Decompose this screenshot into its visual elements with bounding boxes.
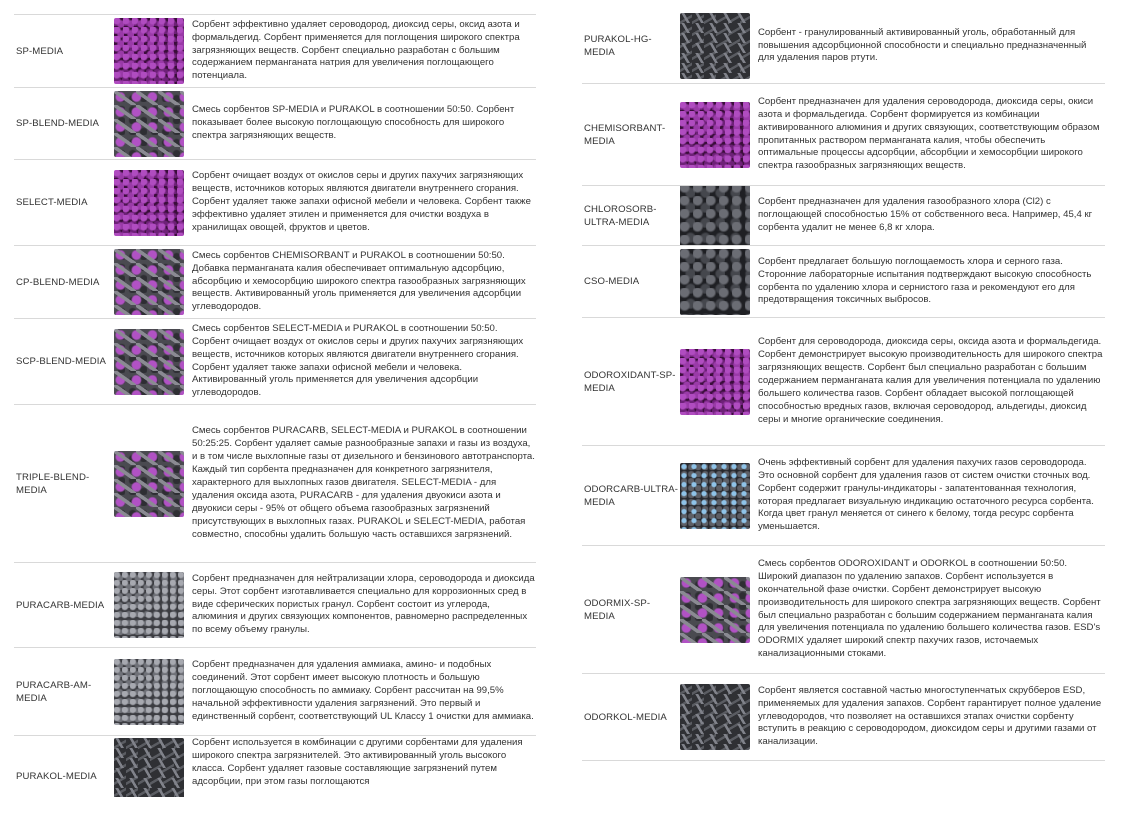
granules-image (114, 659, 184, 725)
media-description: Сорбент является составной частью многоступенчатых скрубберов ESD, применяемых для удаления запахов. Сорбент гарантирует полное удаление углеводородов, что позволяет на оставшихся этапах очистки сорбенту вступить в реакцию с сероводородом, диоксидом серы и другими газами от канализации. (758, 684, 1102, 748)
media-name: ODORMIX-SP-MEDIA (584, 597, 651, 622)
right-media-table (582, 9, 1105, 761)
media-name: PURACARB-AM-MEDIA (16, 679, 92, 704)
media-description: Сорбент предлагает большую поглощаемость хлора и серного газа. Сторонние лабораторные испытания подтверждают высокую способность сорбента по удалению хлора и сернистого газа и рекомендуют его для предотвращения токсичных выбросов. (758, 255, 1092, 306)
table-row (582, 317, 1105, 445)
table-row (14, 647, 536, 735)
table-row (14, 159, 536, 245)
granules-image (680, 185, 750, 245)
media-name: ODORKOL-MEDIA (584, 711, 667, 723)
granules-image (114, 451, 184, 517)
media-name: CHLOROSORB-ULTRA-MEDIA (584, 203, 657, 228)
granules-image (680, 684, 750, 750)
table-row (14, 245, 536, 318)
table-row (582, 445, 1105, 545)
media-description: Сорбент эффективно удаляет сероводород, диоксид серы, оксид азота и формальдегид. Сорбент применяется для поглощения широкого спектра загрязняющих веществ. Сорбент специально разработан с большим содержанием перманганата натрия для увеличения поглощающего потенциала. (192, 18, 520, 82)
media-name: SP-BLEND-MEDIA (16, 118, 99, 129)
media-name: ODOROXIDANT-SP-MEDIA (584, 369, 676, 394)
granules-image (114, 738, 184, 797)
granules-image (680, 463, 750, 529)
granules-image (114, 249, 184, 315)
media-name: SELECT-MEDIA (16, 197, 88, 208)
media-description: Сорбент предназначен для удаления сероводорода, диоксида серы, окиси азота и формальдегида. Сорбент формируется из комбинации активированного алюминия и других связующих, соответствующим образом пропитанных раствором перманганата калия, чтобы обеспечить оптимальные процессы адсорбции, абсорбции и хемосорбции широкого спектра газообразных загрязняющих веществ. (758, 95, 1100, 172)
granules-image (114, 329, 184, 395)
media-description: Сорбент предназначен для удаления газообразного хлора (Cl2) с поглощающей способностью 15% от собственного веса. Например, 45,4 кг сорбента удалит не менее 6,8 кг хлора. (758, 196, 1093, 233)
table-row (14, 735, 536, 797)
media-name: CSO-MEDIA (584, 276, 640, 287)
media-description: Сорбент - гранулированный активированный уголь, обработанный для повышения адсорбционной способности и специально предназначенный для удаления паров ртути. (758, 26, 1087, 64)
media-name: CP-BLEND-MEDIA (16, 276, 100, 288)
media-description: Сорбент используется в комбинации с другими сорбентами для удаления широкого спектра загрязнителей. Это активированный уголь высокого класса. Сорбент удаляет газовые составляющие загрязнений путем адсорбции, при этом газы поглощаются (192, 737, 523, 787)
media-description: Смесь сорбентов CHEMISORBANT и PURAKOL в соотношении 50:50. Добавка перманганата калия обеспечивает оптимальную адсорбцию, абсорбцию и хемосорбцию широкого спектра газообразных загрязняющих веществ. Активированный уголь применяется для увеличения адсорбции углеводородов. (192, 249, 526, 313)
granules-image (680, 349, 750, 415)
granules-image (114, 18, 184, 84)
media-name: PURAKOL-MEDIA (16, 771, 97, 782)
table-row (582, 83, 1105, 185)
left-media-table (14, 14, 536, 797)
media-description: Сорбент для сероводорода, диоксида серы, оксида азота и формальдегида. Сорбент демонстрирует высокую производительность для широкого спектра загрязняющих веществ. Сорбент был специально разработан с большим содержанием перманганата калия для увеличения потенциала по удалению большего количества газов. Сорбент обладает высокой поглощающей способностью вредных газов, включая сероводород, альдегиды, диоксид серы и многие органические соединения. (758, 336, 1103, 425)
table-row (14, 404, 536, 562)
table-row (14, 87, 536, 159)
table-row (14, 318, 536, 404)
media-name: PURAKOL-HG-MEDIA (584, 34, 652, 58)
media-name: PURACARB-MEDIA (16, 599, 105, 611)
media-description: Сорбент предназначен для нейтрализации хлора, сероводорода и диоксида серы. Этот сорбент изготавливается специально для коррозионных сред в виде сферических пористых гранул. Сорбент состоит из углерода, алюминия и других связующих компонентов, равномерно распределенных по всему объему гранулы. (192, 572, 535, 636)
media-description: Очень эффективный сорбент для удаления пахучих газов сероводорода. Это основной сорбент для удаления газов от систем очистки сточных вод. Сорбент содержит гранулы-индикаторы - запатентованная технология, которая предлагает визуальную индикацию остаточного ресурса сорбента. Когда цвет гранул меняется от синего к белому, тогда ресурс сорбента уменьшается. (758, 456, 1094, 533)
table-row (14, 562, 536, 647)
table-row (582, 545, 1105, 673)
media-name: CHEMISORBANT-MEDIA (584, 122, 666, 147)
media-description: Смесь сорбентов SP-MEDIA и PURAKOL в соотношении 50:50. Сорбент показывает более высокую поглощающую способность для широкого спектра загрязняющих веществ. (192, 104, 515, 141)
granules-image (680, 13, 750, 79)
granules-image (680, 249, 750, 315)
media-description: Смесь сорбентов ODOROXIDANT и ODORKOL в соотношении 50:50. Широкий диапазон по удалению запахов. Сорбент используется в окончательной фазе очистки. Сорбент демонстрирует высокую производительность для широкого спектра загрязняющих веществ. Сорбент был специально разработан с большим содержанием перманганата калия для увеличения потенциала по удалению большего количества газов. ESD's ODORMIX удаляет широкий спектр пахучих газов, источаемых канализационными стоками. (758, 557, 1101, 660)
table-row (14, 14, 536, 87)
media-name: SP-MEDIA (16, 45, 64, 57)
media-description: Смесь сорбентов SELECT-MEDIA и PURAKOL в соотношении 50:50. Сорбент очищает воздух от окислов серы и других пахучих загрязняющих веществ, источников которых являются двигатели внутреннего сгорания. Сорбент удаляет также запахи офисной мебели и человека. Активированный уголь применяется для увеличения адсорбции углеводородов. (192, 322, 524, 399)
granules-image (680, 102, 750, 168)
media-name: SCP-BLEND-MEDIA (16, 356, 106, 367)
table-row (582, 673, 1105, 761)
media-name: TRIPLE-BLEND-MEDIA (16, 471, 90, 496)
media-description: Смесь сорбентов PURACARB, SELECT-MEDIA и PURAKOL в соотношении 50:25:25. Сорбент удаляет самые разнообразные запахи и газы из воздуха, и в том числе выхлопные газы от дизельного и бензинового автотранспорта. Каждый тип сорбента предназначен для конкретного загрязнителя, характерного для выхлопных газов двигателя. SELECT-MEDIA - для удаления оксида азота, PURACARB - для удаления двуокиси азота и двуокиси серы - 95% от общего объема газообразных загрязнений присутствующих в выхлопных газах. PURAKOL и SELECT-MEDIA, работая совместно, способны удалить большую часть оставшихся загрязнений. (192, 425, 535, 540)
table-row (582, 9, 1105, 83)
table-row (582, 245, 1105, 317)
media-description: Сорбент предназначен для удаления аммиака, амино- и подобных соединений. Этот сорбент имеет высокую плотность и большую поглощающую способность по аммиаку. Сорбент рассчитан на 99,5% начальной эффективности удаления загрязнений. Это первый и единственный сорбент, соответствующий UL Классу 1 очистки для аммиака. (192, 659, 534, 722)
granules-image (114, 91, 184, 157)
granules-image (114, 572, 184, 638)
granules-image (114, 170, 184, 236)
granules-image (680, 577, 750, 643)
media-name: ODORCARB-ULTRA-MEDIA (584, 483, 679, 508)
media-description: Сорбент очищает воздух от окислов серы и других пахучих загрязняющих веществ, источников которых являются двигатели внутреннего сгорания. Сорбент удаляет также запахи офисной мебели и человека. Сорбент также эффективно удаляет этилен и применяется для очистки воздуха в хранилищах овощей, фруктов и цветов. (192, 170, 531, 233)
table-row (582, 185, 1105, 245)
